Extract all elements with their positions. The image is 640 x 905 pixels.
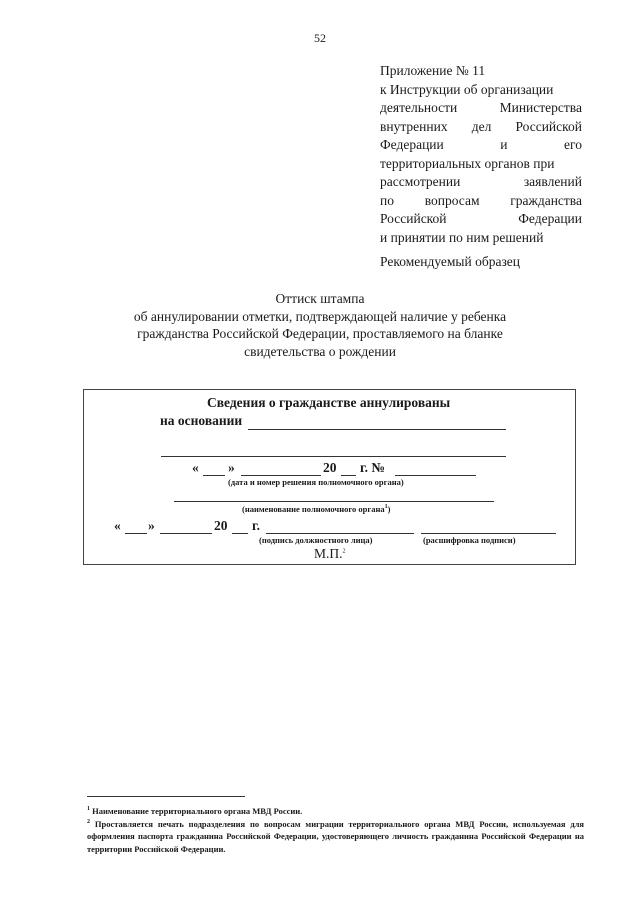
sign-open-quote: « <box>114 518 121 533</box>
date-month-line <box>241 475 321 476</box>
appendix-line: Российской Федерации <box>380 211 582 226</box>
title-line: Оттиск штампа <box>275 291 365 306</box>
page-number: 52 <box>314 31 326 45</box>
seal-label <box>314 546 346 562</box>
sign-month-line <box>160 533 212 534</box>
footnote-1 <box>87 805 584 818</box>
appendix-line: внутренних дел Российской <box>380 118 582 134</box>
decryption-caption: (расшифровка подписи) <box>423 535 516 545</box>
appendix-line: деятельности Министерства <box>380 100 582 115</box>
sign-year-line <box>232 533 248 534</box>
decision-number-line <box>395 475 476 476</box>
appendix-block <box>380 62 582 247</box>
document-title <box>0 290 640 360</box>
footnotes <box>87 805 584 855</box>
authority-line <box>174 501 494 502</box>
date-year-line <box>341 475 356 476</box>
title-line: об аннулировании отметки, подтверждающей наличие у ребенка <box>133 308 507 324</box>
basis-line-2 <box>161 456 506 457</box>
footnote-mark-1: 1 <box>384 504 388 511</box>
recommended-sample-label: Рекомендуемый образец <box>380 254 521 269</box>
date-close-quote: » <box>228 460 235 475</box>
sign-year-prefix: 20 <box>214 518 228 533</box>
footnote-2-mark: 2 <box>87 818 90 825</box>
sign-year-suffix: г. <box>252 518 260 533</box>
footnote-1-mark: 1 <box>87 806 90 813</box>
footnote-2 <box>87 818 584 856</box>
seal-label-text: М.П. <box>314 546 343 561</box>
signature-line <box>266 533 414 534</box>
appendix-line: по вопросам гражданства <box>380 192 582 208</box>
sign-close-quote: » <box>148 518 155 533</box>
basis-line <box>248 429 506 430</box>
appendix-line: территориальных органов при <box>380 155 555 171</box>
footnote-1-text: Наименование территориального органа МВД России. <box>92 806 303 816</box>
date-caption: (дата и номер решения полномочного органа) <box>228 477 404 487</box>
authority-caption <box>242 504 390 514</box>
date-open-quote: « <box>192 460 199 475</box>
stamp-heading: Сведения о гражданстве аннулированы <box>207 395 451 410</box>
footnote-2-text: Проставляется печать подразделения по вопросам миграции территориального органа МВД России, используемая для оформления паспорта гражданина Российской Федерации, удостоверяющего личность гражданина Российской Федерации на территории Российской Федерации. <box>87 818 585 854</box>
date-day-line <box>203 475 225 476</box>
footnote-mark-2: 2 <box>342 548 346 555</box>
decision-number-label: г. № <box>360 460 385 475</box>
sign-day-line <box>125 533 147 534</box>
appendix-line: рассмотрении заявлений <box>380 174 582 189</box>
title-line: свидетельства о рождении <box>244 343 396 359</box>
decryption-line <box>421 533 556 534</box>
signature-caption: (подпись должностного лица) <box>259 535 373 545</box>
authority-caption-end: ) <box>387 504 391 514</box>
footnote-separator <box>87 796 245 797</box>
appendix-line: Федерации и его <box>380 137 582 152</box>
basis-label: на основании <box>160 413 243 428</box>
appendix-line: и принятии по ним решений <box>380 229 544 245</box>
title-line: гражданства Российской Федерации, проставляемого на бланке <box>137 326 503 341</box>
appendix-line: к Инструкции об организации <box>380 81 554 97</box>
authority-caption-text: (наименование полномочного органа <box>242 504 385 514</box>
date-year-prefix: 20 <box>323 460 337 475</box>
stamp-frame <box>83 389 576 565</box>
appendix-title: Приложение № 11 <box>380 63 486 78</box>
